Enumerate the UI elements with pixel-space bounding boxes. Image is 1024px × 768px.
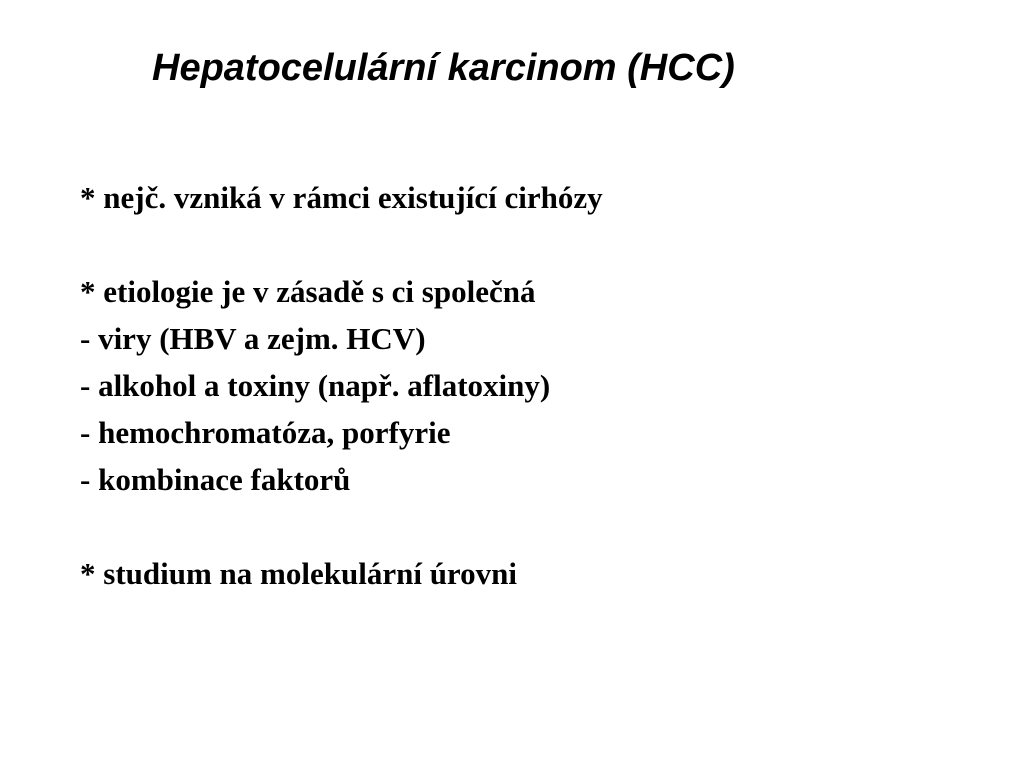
spacer [80, 503, 603, 550]
bullet-molecular-study: * studium na molekulární úrovni [80, 556, 517, 591]
sub-item-viruses: - viry (HBV a zejm. HCV) [80, 321, 426, 356]
sub-item-hemochromatosis: - hemochromatóza, porfyrie [80, 415, 451, 450]
sub-item-alcohol-toxins: - alkohol a toxiny (např. aflatoxiny) [80, 368, 551, 403]
bullet-etiology: * etiologie je v zásadě s ci společná [80, 274, 536, 309]
slide-body [80, 174, 603, 597]
bullet-cirrhosis: * nejč. vzniká v rámci existující cirhózy [80, 180, 603, 215]
spacer [80, 221, 603, 268]
sub-item-combination: - kombinace faktorů [80, 462, 351, 497]
slide-title: Hepatocelulární karcinom (HCC) [152, 47, 735, 89]
